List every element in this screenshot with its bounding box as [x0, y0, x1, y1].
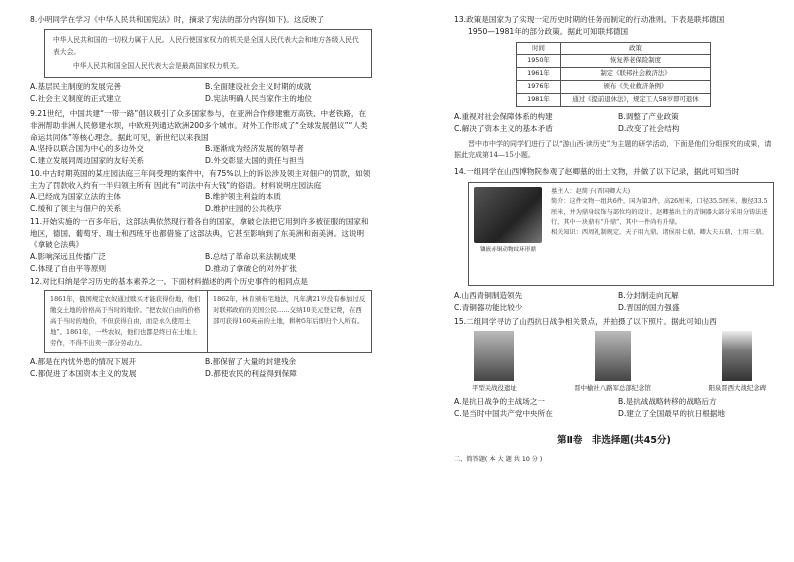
- option-c[interactable]: C.缓和了领主与佃户的关系: [30, 204, 122, 214]
- option-d[interactable]: D.建立了全国最早的抗日根据地: [618, 409, 725, 419]
- option-c[interactable]: C.社会主义制度的正式建立: [30, 94, 122, 104]
- photo-caption: 平型关战役遗址: [472, 384, 517, 393]
- question-stem: 14.一组同学在山西博物院参观了赵卿墓的出土文物，并做了以下记录，据此可知当时: [454, 167, 740, 177]
- question-stem: 8.小明同学在学习《中华人民共和国宪法》时，摘录了宪法的部分内容(如下)。这反映了: [30, 15, 325, 24]
- option-b[interactable]: B.维护领主利益的本质: [205, 192, 281, 202]
- table-cell: 制定《联邦社会救济法》: [561, 68, 711, 81]
- table-cell: 1950年: [517, 55, 561, 68]
- memorial-hall-image: [595, 331, 631, 381]
- table-cell: 1976年: [517, 81, 561, 94]
- material-right: 1862年，林肯颁布宅地法，凡年满21岁没有参加过反对联邦政府的美国公民……交纳10美元登记费，在西部可获得160英亩的土地，耕种5年后即归个人所有。: [213, 295, 366, 326]
- table-header: 政策: [561, 42, 711, 55]
- question-stem: 11.开始实施的一百多年后，这部法典依然现行着各自的国家，拿破仑法把它用到许多被征服的国家和地区，德国、葡萄牙、瑞士和西班牙也都借鉴了这部法典，它甚至影响到了东美洲和南美洲。这说明《拿破仑法典》: [30, 216, 369, 250]
- option-c[interactable]: C.解决了资本主义的基本矛盾: [454, 123, 553, 133]
- option-a[interactable]: A.山西青铜制造领先: [454, 291, 523, 301]
- option-b[interactable]: B.分封制走向瓦解: [618, 291, 679, 301]
- table-row: [517, 94, 711, 107]
- options: [454, 111, 774, 135]
- option-d[interactable]: D.外交彰显大国的责任与担当: [205, 156, 305, 166]
- option-b[interactable]: B.逐渐成为经济发展的领导者: [205, 144, 304, 154]
- quote-text: 中华人民共和国全国人民代表大会是最高国家权力机关。: [73, 61, 243, 70]
- table-row: [517, 68, 711, 81]
- material-left: 1861年，俄国规定农奴通过赎买才能获得份地，他们缴交土地的价格高于当时的地价。“把农奴自由的价格高于当时的地价，不但获得自由，而是永久使用土地”。1861年，一些农奴，他们也都是终日在土地上劳作，不得不出卖一部分劳动力。: [45, 291, 208, 351]
- option-c[interactable]: C.青铜器功能比较少: [454, 302, 523, 312]
- option-d[interactable]: D.晋国的国力强盛: [618, 302, 680, 312]
- option-b[interactable]: B.调整了产业政策: [618, 112, 679, 122]
- option-d[interactable]: D.都使农民的利益得到保障: [205, 368, 297, 378]
- options: [30, 251, 372, 275]
- policy-table: [516, 42, 711, 108]
- option-a[interactable]: A.是抗日战争的主战场之一: [454, 397, 546, 407]
- table-row: [517, 55, 711, 68]
- artifact-photo: [469, 183, 547, 285]
- artifact-caption: 镶嵌赤铜动物纹环形鼎: [480, 247, 536, 254]
- section-subtitle: 二、简答题( 本 大 题 共 10 分 ): [454, 455, 543, 463]
- site-image: [474, 331, 514, 381]
- options: [454, 290, 774, 314]
- table-row: [517, 81, 711, 94]
- option-c[interactable]: C.建立发展同周边国家的友好关系: [30, 156, 145, 166]
- photo-caption: 阳泉晋西大战纪念碑: [708, 384, 766, 393]
- question-11: [30, 216, 372, 275]
- question-15: [454, 316, 774, 420]
- options: [454, 396, 774, 420]
- option-b[interactable]: B.都保留了大量的封建残余: [205, 356, 297, 366]
- photo-row: [472, 331, 766, 394]
- option-c[interactable]: C.体现了自由平等原则: [30, 263, 107, 273]
- table-header-row: [517, 42, 711, 55]
- left-column: [30, 14, 372, 380]
- options: [30, 191, 372, 215]
- option-d[interactable]: D.宪法明确人民当家作主的地位: [205, 94, 312, 104]
- bronze-vessel-image: [474, 187, 542, 243]
- photo-balujun: [574, 331, 651, 394]
- quote-text: 中华人民共和国的一切权力属于人民。人民行使国家权力的机关是全国人民代表大会和地方各级人民代表大会。: [53, 35, 359, 56]
- option-a[interactable]: A.影响深远且传播广泛: [30, 252, 106, 262]
- option-b[interactable]: B.全面建设社会主义时期的成就: [205, 82, 312, 92]
- table-cell: 1981年: [517, 94, 561, 107]
- table-cell: 1961年: [517, 68, 561, 81]
- question-stem: 15.二组同学寻访了山西抗日战争相关景点，并拍摄了以下照片。据此可知山西: [454, 316, 717, 326]
- photo-caption: 晋中榆社八路军总部纪念馆: [574, 384, 651, 393]
- option-b[interactable]: B.是抗战战略转移的战略后方: [618, 397, 717, 407]
- section-title: 第Ⅱ卷 非选择题(共45分): [557, 434, 671, 446]
- option-b[interactable]: B.总结了革命以来法制成果: [205, 252, 297, 262]
- question-stem: 13.政策是国家为了实现一定历史时期的任务而制定的行动准则。下表是联邦德国: [454, 15, 725, 24]
- question-8: [30, 14, 372, 105]
- comparison-box: [44, 290, 372, 352]
- option-a[interactable]: A.基层民主制度的发展完善: [30, 82, 122, 92]
- options: [30, 143, 372, 167]
- question-stem: 12.对比归纳是学习历史的基本素养之一。下面材料描述的两个历史事件的相同点是: [30, 276, 308, 286]
- artifact-description: 墓主人：赵简子(晋国卿大夫) 简介：这件文物一组共6件，国为第3件，高26厘米，口径35.5厘米，腹径33.5厘米，并为鼎身纹饰与部位均的设计，赵卿墓出土的青铜器大部分采用分铸法进行，其中一块鼎有“升鼎”，其中一件尚有升鼎。 相关知识：西周礼制规定，天子用九鼎，诸侯用七鼎，卿大夫五鼎，士用三鼎。: [551, 188, 768, 237]
- table-cell: 颁布《失业救济条例》: [561, 81, 711, 94]
- table-cell: 恢复养老保险制度: [561, 55, 711, 68]
- option-a[interactable]: A.都是在内忧外患的情况下展开: [30, 356, 137, 366]
- artifact-card: [468, 182, 774, 286]
- option-a[interactable]: A.重视对社会保障体系的构建: [454, 112, 553, 122]
- table-cell: 通过《提前退休法》，规定工人58岁即可退休: [561, 94, 711, 107]
- option-d[interactable]: D.改变了社会结构: [618, 123, 680, 133]
- question-stem-cont: 1950—1981年的部分政策。据此可知联邦德国: [468, 26, 629, 36]
- option-a[interactable]: A.坚持以联合国为中心的多边外交: [30, 144, 144, 154]
- option-d[interactable]: D.维护庄园的公共秩序: [205, 204, 282, 214]
- photo-pingxingguan: [472, 331, 517, 394]
- option-c[interactable]: C.都促进了本国资本主义的发展: [30, 368, 137, 378]
- question-9: [30, 108, 372, 167]
- option-a[interactable]: A.已经成为国家立法的主体: [30, 192, 122, 202]
- question-stem: 9.21世纪，中国共建“一带一路”倡议吸引了众多国家参与，在亚洲合作修建雅万高铁、中老铁路，在非洲帮助非洲人民修建水坝，中欧班列通达欧洲200多个城市。对外工作形成了“全球发展倡议”“人类命运共同体”等核心理念。据此可见，新世纪以来我国: [30, 108, 368, 142]
- question-14: [454, 166, 774, 313]
- options: [30, 356, 372, 380]
- right-column: [454, 14, 774, 464]
- quote-box: [44, 29, 372, 79]
- monument-image: [722, 331, 752, 381]
- option-d[interactable]: D.推动了拿破仑的对外扩张: [205, 263, 297, 273]
- question-12: [30, 276, 372, 380]
- option-c[interactable]: C.是当时中国共产党中央所在: [454, 409, 553, 419]
- photo-monument: [708, 331, 766, 394]
- question-10: [30, 168, 372, 215]
- question-stem: 10.中古时期英国的某庄园法庭三年间受理的案件中，有75%以上的诉讼涉及领主对佃户的罚款，如领主为了罚款收入约有一半归领主所有 因此有“司法中有大钱”的俗语。材料说明庄园法庭: [30, 168, 371, 190]
- question-13: [454, 14, 774, 135]
- table-header: 时间: [517, 42, 561, 55]
- group-note: 晋中市中学的同学们进行了以“游山西·读历史”为主题的研学活动，下面是他们分组探究的成果，请据此完成第14—15小题。: [454, 139, 772, 159]
- options: [30, 81, 372, 105]
